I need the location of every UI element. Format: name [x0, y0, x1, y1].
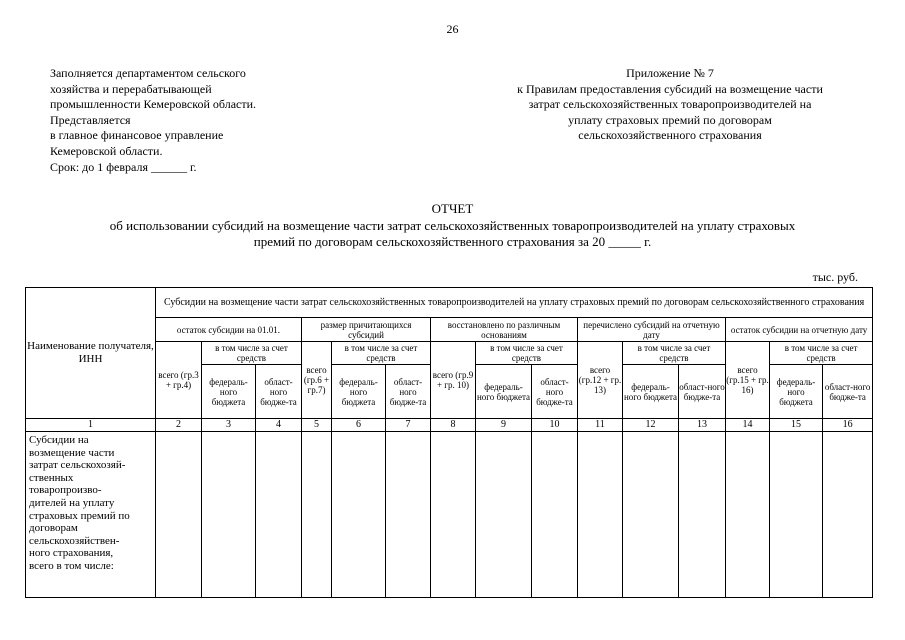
regional-budget-header: област-ного бюдже-та: [386, 365, 431, 419]
appendix-note-line: Приложение № 7: [626, 66, 714, 80]
group-header: восстановлено по различным основаниям: [431, 318, 578, 342]
subtitle-line: об использовании субсидий на возмещение части затрат сельскохозяйственных товаропроизводителей на уплату страховых: [109, 218, 796, 233]
page-number: 26: [446, 22, 459, 36]
column-number: 10: [532, 419, 578, 432]
submission-note-line: Срок: до 1 февраля ______ г.: [50, 159, 197, 174]
units-label: тыс. руб.: [812, 270, 858, 284]
column-number: 8: [431, 419, 476, 432]
data-cell-empty: [679, 432, 726, 598]
regional-budget-header: област-ного бюдже-та: [532, 365, 578, 419]
recipient-header: Наименование получателя, ИНН: [26, 288, 156, 419]
including-header: в том числе за счет средств: [770, 342, 873, 365]
federal-budget-header: федераль-ного бюджета: [623, 365, 679, 419]
including-header: в том числе за счет средств: [623, 342, 726, 365]
appendix-note-line: затрат сельскохозяйственных товаропроизводителей на: [528, 97, 812, 112]
submission-note-line: Представляется: [50, 112, 131, 127]
data-cell-empty: [578, 432, 623, 598]
group-header: остаток субсидии на отчетную дату: [726, 318, 873, 342]
data-cell-empty: [431, 432, 476, 598]
row-label-line: всего в том числе:: [29, 559, 114, 572]
data-cell-empty: [770, 432, 823, 598]
regional-budget-header: област-ного бюдже-та: [256, 365, 302, 419]
total-header: всего (гр.12 + гр. 13): [578, 342, 623, 419]
data-cell-empty: [332, 432, 386, 598]
row-label-line: дителей на уплату: [29, 496, 115, 509]
document-title: ОТЧЕТ: [431, 201, 474, 216]
column-numbers-row: [26, 419, 873, 432]
column-number: 3: [202, 419, 256, 432]
data-cell-empty: [476, 432, 532, 598]
including-header: в том числе за счет средств: [202, 342, 302, 365]
row-label-line: страховых премий по: [29, 509, 130, 522]
total-header: всего (гр.6 + гр.7): [302, 342, 332, 419]
column-number: 4: [256, 419, 302, 432]
column-number: 11: [578, 419, 623, 432]
column-number: 9: [476, 419, 532, 432]
total-header: всего (гр.15 + гр. 16): [726, 342, 770, 419]
appendix-note-line: к Правилам предоставления субсидий на возмещение части: [517, 81, 823, 96]
column-number: 1: [26, 419, 156, 432]
data-cell-empty: [532, 432, 578, 598]
appendix-note-line: сельскохозяйственного страхования: [578, 128, 762, 143]
data-cell-empty: [386, 432, 431, 598]
row-label-line: ного страхования,: [29, 547, 114, 560]
table-row: [26, 432, 873, 598]
group-header: остаток субсидии на 01.01.: [156, 318, 302, 342]
column-number: 2: [156, 419, 202, 432]
submission-note-line: Кемеровской области.: [50, 143, 163, 158]
report-table: [25, 287, 873, 598]
column-number: 15: [770, 419, 823, 432]
row-label-line: товаропроизво-: [29, 484, 102, 497]
column-number: 13: [679, 419, 726, 432]
column-number: 5: [302, 419, 332, 432]
column-number: 6: [332, 419, 386, 432]
row-label-line: ственных: [29, 471, 74, 484]
data-cell-empty: [302, 432, 332, 598]
federal-budget-header: федераль-ного бюджета: [332, 365, 386, 419]
including-header: в том числе за счет средств: [332, 342, 431, 365]
data-cell-empty: [256, 432, 302, 598]
total-header: всего (гр.9 + гр. 10): [431, 342, 476, 419]
submission-note-line: Заполняется департаментом сельского: [50, 66, 246, 80]
column-number: 16: [823, 419, 873, 432]
data-cell-empty: [156, 432, 202, 598]
federal-budget-header: федераль-ного бюджета: [770, 365, 823, 419]
row-label-line: договорам: [29, 522, 78, 535]
appendix-note: [470, 66, 870, 144]
row-label-line: возмещение части: [29, 446, 115, 459]
column-number: 14: [726, 419, 770, 432]
data-cell-empty: [726, 432, 770, 598]
total-header: всего (гр.3 + гр.4): [156, 342, 202, 419]
row-label-line: сельскохозяйствен-: [29, 534, 120, 547]
submission-note: [50, 66, 390, 175]
including-header: в том числе за счет средств: [476, 342, 578, 365]
regional-budget-header: област-ного бюдже-та: [679, 365, 726, 419]
data-cell-empty: [823, 432, 873, 598]
data-cell-empty: [202, 432, 256, 598]
row-label-line: Субсидии на: [29, 434, 89, 446]
submission-note-line: в главное финансовое управление: [50, 128, 224, 143]
document-subtitle: [30, 218, 875, 250]
group-header: размер причитающихся субсидий: [302, 318, 431, 342]
column-number: 7: [386, 419, 431, 432]
subsidies-header: Субсидии на возмещение части затрат сельскохозяйственных товаропроизводителей на уплату страховых премий по договорам сельскохозяйственного страхования: [156, 288, 873, 318]
submission-note-line: промышленности Кемеровской области.: [50, 97, 257, 112]
appendix-note-line: уплату страховых премий по договорам: [568, 112, 772, 127]
group-header: перечислено субсидий на отчетную дату: [578, 318, 726, 342]
row-label: [26, 432, 156, 598]
federal-budget-header: федераль-ного бюджета: [476, 365, 532, 419]
subtitle-line: премий по договорам сельскохозяйственного страхования за 20 _____ г.: [253, 234, 652, 249]
regional-budget-header: област-ного бюдже-та: [823, 365, 873, 419]
federal-budget-header: федераль-ного бюджета: [202, 365, 256, 419]
column-number: 12: [623, 419, 679, 432]
data-cell-empty: [623, 432, 679, 598]
row-label-line: затрат сельскохозяй-: [29, 459, 126, 472]
submission-note-line: хозяйства и перерабатывающей: [50, 81, 212, 96]
